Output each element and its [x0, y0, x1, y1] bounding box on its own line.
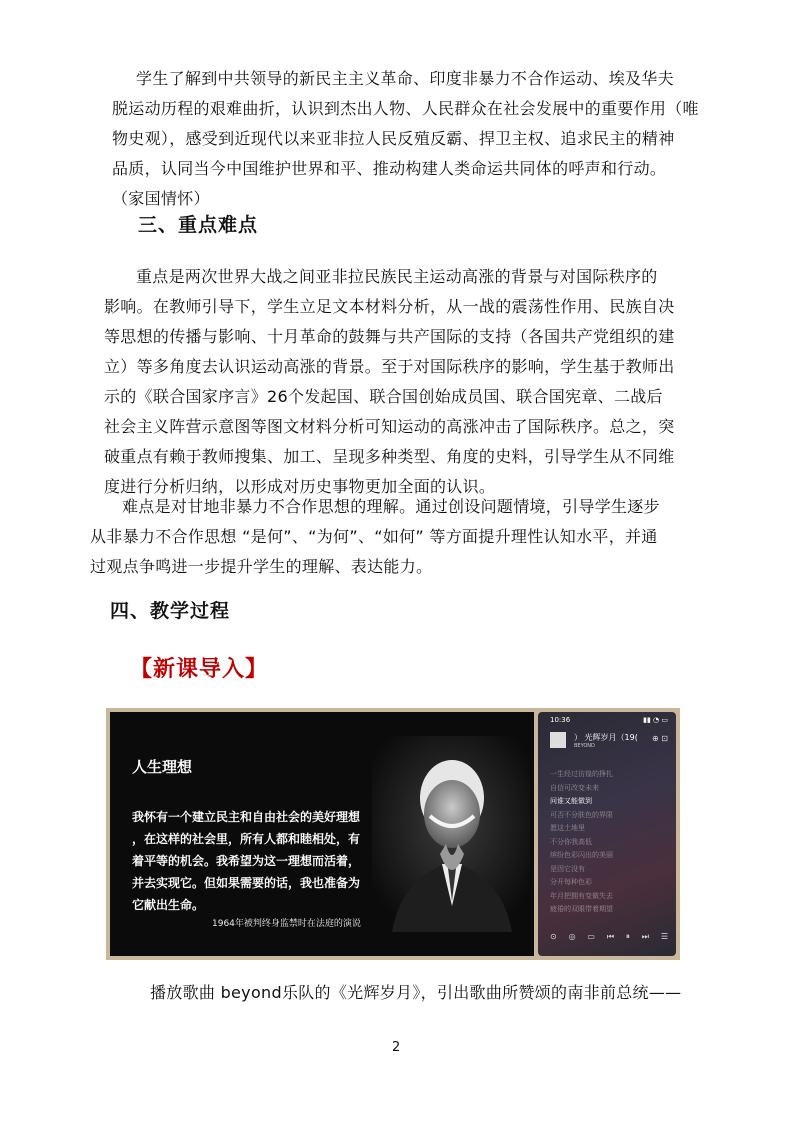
lyric-line: 疲倦的双眼带着期望 [550, 905, 613, 913]
text-line: 过观点争鸣进一步提升学生的理解、表达能力。 [90, 557, 433, 576]
song-title: ） 光辉岁月（19( [574, 733, 638, 742]
lyric-line: 一生经过彷徨的挣扎 [550, 770, 613, 778]
lyric-line: 愿这土地里 [550, 824, 585, 832]
queue-icon: ▭ [587, 932, 595, 941]
album-cover [550, 732, 566, 748]
lyrics-list [550, 768, 670, 917]
lyric-line: 年月把拥有变做失去 [550, 891, 613, 900]
section-heading-teaching-process: 四、教学过程 [110, 600, 231, 622]
text-line: 度进行分析归纳，以形成对历史事物更加全面的认识。 [104, 477, 496, 496]
quote-line: 我怀有一个建立民主和自由社会的美好理想 [132, 810, 361, 824]
pause-icon: ⏸ [625, 932, 630, 941]
text-line: （家国情怀） [112, 189, 210, 208]
lyric-line: 是因它没有 [550, 864, 585, 873]
objectives-paragraph [112, 64, 699, 214]
lyric-line: 问谁又能做到 [550, 797, 592, 805]
difficulty-paragraph [90, 492, 660, 582]
text-line: 学生了解到中共领导的新民主主义革命、印度非暴力不合作运动、埃及华夫 [136, 69, 674, 88]
lyric-line: 分开每种色彩 [550, 878, 592, 886]
playlist-icon: ☰ [660, 932, 668, 941]
quote-line: 并去实现它。但如果需要的话，我也准备为 [132, 876, 361, 890]
lyric-line: 缤纷色彩闪出的美丽 [550, 851, 613, 859]
quote-line: ，在这样的社会里，所有人都和睦相处，有 [132, 832, 361, 846]
quote-line: 着平等的机会。我希望为这一理想而活着， [132, 854, 361, 868]
player-action-icons: ⊕ ⊡ [652, 734, 668, 743]
text-line: 立）等多角度去认识运动高涨的背景。至于对国际秩序的影响，学生基于教师出 [104, 357, 675, 376]
intro-figure [106, 708, 680, 960]
quote-line: 它献出生命。 [132, 898, 205, 912]
next-icon: ⏭ [641, 932, 649, 941]
phone-status-icons: ▮▮ ◔ ▭ [643, 716, 668, 724]
intro-paragraph: 播放歌曲 beyond乐队的《光辉岁月》，引出歌曲所赞颂的南非前总统—— [150, 983, 682, 1002]
player-controls [550, 932, 668, 942]
music-player-screenshot [538, 712, 676, 956]
section-intro-label: 【新课导入】 [130, 657, 269, 682]
text-line: 等思想的传播与影响、十月革命的鼓舞与共产国际的支持（各国共产党组织的建 [104, 327, 675, 346]
slide-quote [132, 806, 382, 916]
key-points-paragraph [104, 262, 675, 502]
text-line: 从非暴力不合作思想 “是何”、“为何”、“如何” 等方面提升理性认知水平，并通 [90, 527, 658, 546]
airplay-icon: ⊙ [550, 932, 557, 941]
previous-icon: ⏮ [606, 932, 615, 941]
text-line: 重点是两次世界大战之间亚非拉民族民主运动高涨的背景与对国际秩序的 [136, 267, 658, 286]
page-number: 2 [392, 1040, 401, 1055]
slide-title: 人生理想 [132, 758, 193, 776]
text-line: 物史观），感受到近现代以来亚非拉人民反殖反霸、捍卫主权、追求民主的精神 [112, 129, 675, 148]
song-artist: BEYOND [574, 743, 595, 749]
phone-time: 10:36 [550, 716, 571, 724]
portrait-photo [372, 736, 530, 932]
text-line: 影响。在教师引导下，学生立足文本材料分析，从一战的震荡性作用、民族自决 [104, 297, 675, 316]
text-line: 社会主义阵营示意图等图文材料分析可知运动的高涨冲击了国际秩序。总之，突 [104, 417, 675, 436]
text-line: 难点是对甘地非暴力不合作思想的理解。通过创设问题情境，引导学生逐步 [122, 497, 660, 516]
text-line: 示的《联合国家序言》26个发起国、联合国创始成员国、联合国宪章、二战后 [104, 387, 663, 406]
lyric-line: 自信可改变未来 [550, 783, 599, 792]
lyric-line: 可否不分肤色的界限 [550, 810, 613, 819]
slide-caption: 1964年被判终身监禁时在法庭的演说 [212, 919, 361, 929]
slide-image [110, 712, 534, 956]
text-line: 破重点有赖于教师搜集、加工、呈现多种类型、角度的史料，引导学生从不同维 [104, 447, 675, 466]
lyric-line: 不分你我高低 [550, 837, 592, 846]
text-line: 脱运动历程的艰难曲折，认识到杰出人物、人民群众在社会发展中的重要作用（唯 [112, 99, 699, 118]
text-line: 品质，认同当今中国维护世界和平、推动构建人类命运共同体的呼声和行动。 [112, 159, 667, 178]
comment-icon: ◎ [568, 932, 576, 941]
section-heading-key-points: 三、重点难点 [138, 214, 259, 236]
